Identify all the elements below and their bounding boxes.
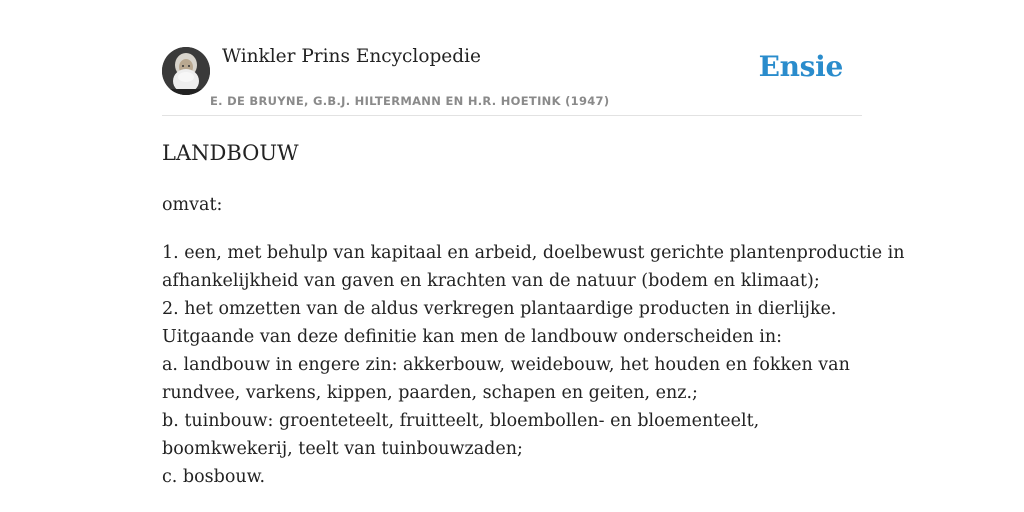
author-portrait-icon — [162, 47, 210, 95]
publication-title[interactable]: Winkler Prins Encyclopedie — [222, 46, 481, 67]
entry-title: LANDBOUW — [162, 141, 299, 165]
entry-intro: omvat: — [162, 195, 223, 215]
entry-line: c. bosbouw. — [162, 467, 266, 487]
entry-line: Uitgaande van deze definitie kan men de landbouw onderscheiden in: — [162, 327, 783, 347]
brand-logo[interactable]: Ensie — [758, 50, 843, 83]
page-container — [162, 44, 905, 487]
entry-line: 2. het omzetten van de aldus verkregen plantaardige producten in dierlijke. — [162, 299, 837, 319]
entry-line: afhankelijkheid van gaven en krachten van de natuur (bodem en klimaat); — [162, 271, 820, 291]
entry-line: rundvee, varkens, kippen, paarden, schapen en geiten, enz.; — [162, 383, 698, 403]
entry-body — [162, 239, 905, 491]
entry-line: b. tuinbouw: groenteteelt, fruitteelt, bloembollen- en bloementeelt, — [162, 411, 760, 431]
entry-line: boomkwekerij, teelt van tuinbouwzaden; — [162, 439, 523, 459]
publication-header — [162, 44, 862, 116]
entry-line: a. landbouw in engere zin: akkerbouw, weidebouw, het houden en fokken van — [162, 355, 850, 375]
entry-line: 1. een, met behulp van kapitaal en arbeid, doelbewust gerichte plantenproductie in — [162, 243, 905, 263]
publication-authors: E. DE BRUYNE, G.B.J. HILTERMANN EN H.R. HOETINK (1947) — [210, 94, 610, 108]
author-avatar[interactable] — [162, 47, 210, 95]
